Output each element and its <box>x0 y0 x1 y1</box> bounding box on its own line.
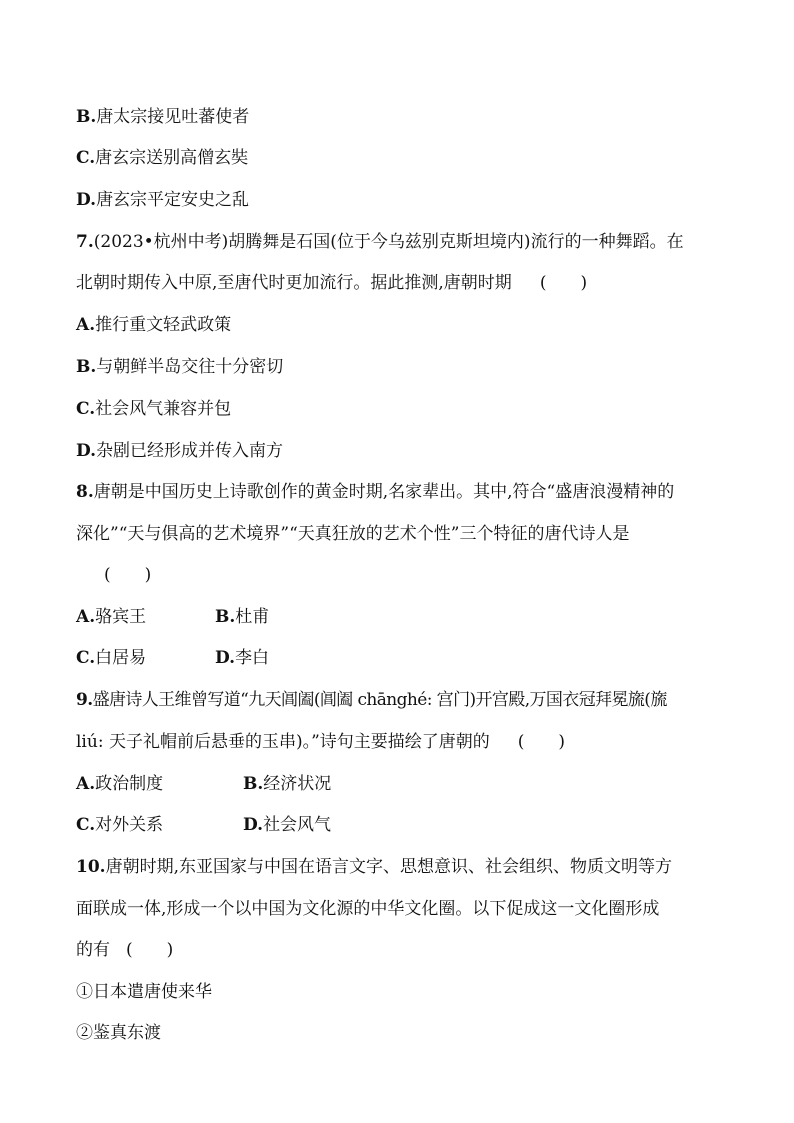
option-text: 对外关系 <box>95 815 164 835</box>
option-text: 杜甫 <box>235 607 270 627</box>
question-number: 9. <box>76 690 93 710</box>
option-text: 社会风气 <box>263 815 332 835</box>
q10-stem-line1 <box>76 855 672 879</box>
question-text: 北朝时期传入中原,至唐代时更加流行。据此推测,唐朝时期 <box>76 273 512 293</box>
option-text: 白居易 <box>95 648 147 668</box>
q9-option-c <box>76 815 163 835</box>
q6-option-c <box>76 146 248 170</box>
q10-stem-line2 <box>76 897 659 921</box>
q8-option-c <box>76 648 146 668</box>
option-text: 与朝鲜半岛交往十分密切 <box>96 357 284 377</box>
option-text: 李白 <box>235 648 270 668</box>
question-text: 唐朝是中国历史上诗歌创作的黄金时期,名家辈出。其中,符合“盛唐浪漫精神的 <box>93 482 675 502</box>
option-letter: D. <box>215 648 236 668</box>
question-text: 的有 <box>76 940 110 960</box>
question-text: (2023•杭州中考)胡腾舞是石国(位于今乌兹别克斯坦境内)流行的一种舞蹈。在 <box>93 232 684 252</box>
question-text: 盛唐诗人王维曾写道“九天阊阖(阊阖 chānghé: 宫门)开宫殿,万国衣冠拜冕旒(旒 <box>92 690 667 710</box>
q6-option-d <box>76 188 249 212</box>
q9-options-row2 <box>76 813 332 837</box>
q8-options-row1 <box>76 605 270 629</box>
q7-stem-line1 <box>76 230 684 254</box>
option-letter: D. <box>76 441 97 461</box>
option-letter: B. <box>215 607 236 627</box>
q7-option-b <box>76 355 283 379</box>
option-letter: C. <box>76 148 96 168</box>
q9-option-b <box>243 772 331 796</box>
option-letter: D. <box>76 190 97 210</box>
option-text: 骆宾王 <box>95 607 147 627</box>
option-letter: A. <box>76 315 96 335</box>
answer-blank: ( ) <box>517 732 566 752</box>
question-number: 10. <box>76 857 106 877</box>
answer-blank: ( ) <box>126 940 174 960</box>
option-letter: A. <box>76 607 96 627</box>
option-letter: C. <box>76 648 96 668</box>
q6-option-b <box>76 105 249 129</box>
question-text: 面联成一体,形成一个以中国为文化源的中华文化圈。以下促成这一文化圈形成 <box>76 899 660 919</box>
q8-option-d <box>215 646 269 670</box>
option-letter: B. <box>243 774 264 794</box>
q8-stem-line2 <box>76 522 629 546</box>
question-text: 唐朝时期,东亚国家与中国在语言文字、思想意识、社会组织、物质文明等方 <box>105 857 672 877</box>
q10-stem-line3 <box>76 938 173 962</box>
q8-stem-line1 <box>76 480 674 504</box>
question-number: 8. <box>76 482 94 502</box>
option-letter: C. <box>76 399 96 419</box>
q9-stem-line2 <box>76 730 565 754</box>
option-letter: B. <box>76 107 97 127</box>
q7-stem-line2 <box>76 271 587 295</box>
option-letter: D. <box>243 815 264 835</box>
q7-option-d <box>76 439 283 463</box>
q7-option-c <box>76 397 231 421</box>
item-text: ②鉴真东渡 <box>76 1023 161 1043</box>
answer-blank: ( ) <box>539 273 588 293</box>
q9-option-a <box>76 774 163 794</box>
q9-stem-line1 <box>76 688 667 712</box>
q9-options-row1 <box>76 772 332 796</box>
q8-option-b <box>215 605 269 629</box>
question-number: 7. <box>76 232 94 252</box>
q7-option-a <box>76 313 231 337</box>
q10-item-1 <box>76 980 212 1004</box>
question-text: 深化”“天与俱高的艺术境界”“天真狂放的艺术个性”三个特征的唐代诗人是 <box>76 524 630 544</box>
option-letter: A. <box>76 774 96 794</box>
item-text: ①日本遣唐使来华 <box>76 982 212 1002</box>
option-text: 经济状况 <box>263 774 332 794</box>
option-text: 唐太宗接见吐蕃使者 <box>96 107 250 127</box>
q8-options-row2 <box>76 646 270 670</box>
answer-blank: ( ) <box>104 565 152 585</box>
option-text: 唐玄宗平定安史之乱 <box>96 190 250 210</box>
option-text: 社会风气兼容并包 <box>95 399 232 419</box>
q8-option-a <box>76 607 146 627</box>
q9-option-d <box>243 813 331 837</box>
q10-item-2 <box>76 1021 161 1045</box>
q8-answer-blank-line <box>104 563 151 587</box>
option-text: 唐玄宗送别高僧玄奘 <box>95 148 249 168</box>
option-text: 政治制度 <box>95 774 164 794</box>
question-text: liú: 天子礼帽前后悬垂的玉串)。”诗句主要描绘了唐朝的 <box>76 732 490 752</box>
option-letter: B. <box>76 357 97 377</box>
option-text: 杂剧已经形成并传入南方 <box>96 441 284 461</box>
option-letter: C. <box>76 815 96 835</box>
option-text: 推行重文轻武政策 <box>95 315 232 335</box>
